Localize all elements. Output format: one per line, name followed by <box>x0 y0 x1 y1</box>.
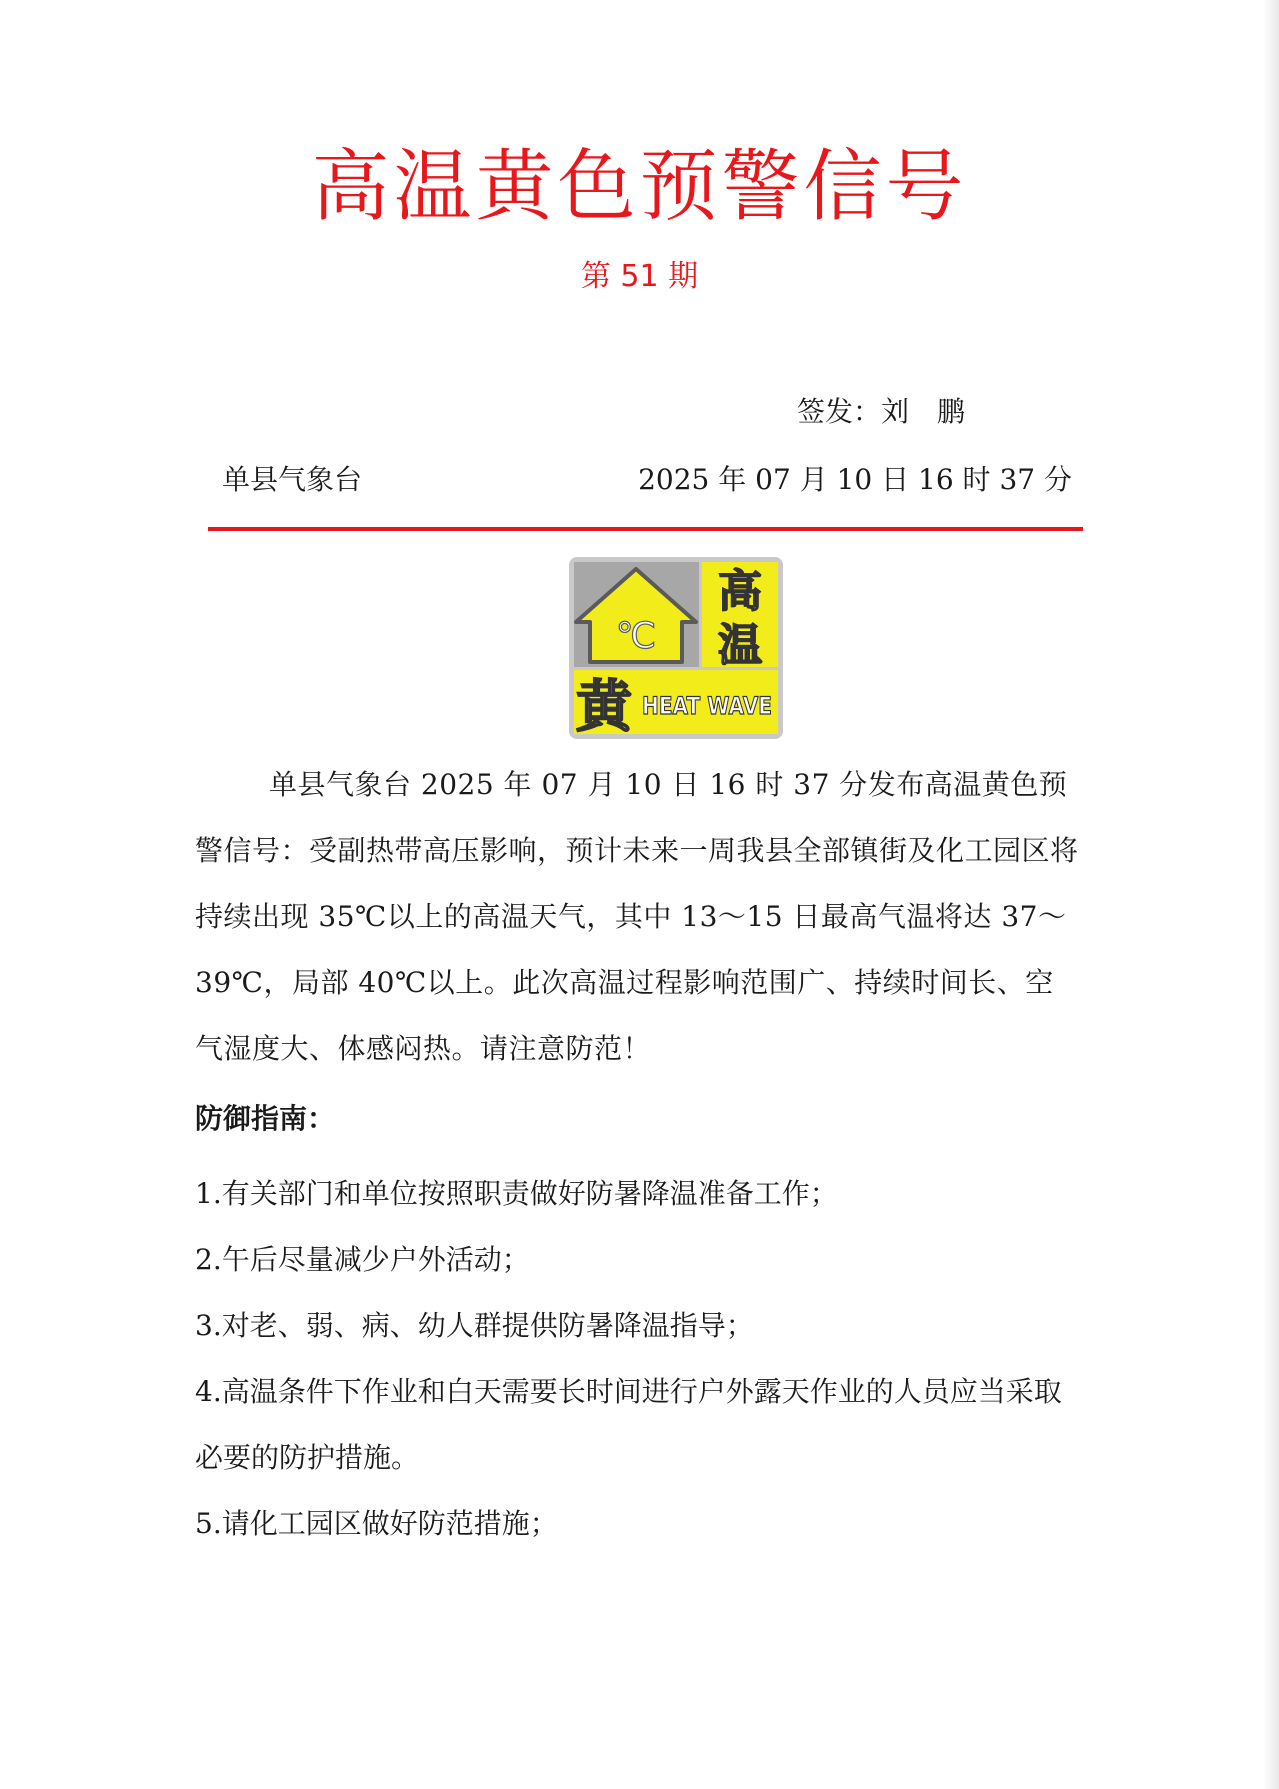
heat-wave-yellow-signal-icon <box>568 556 784 740</box>
signer-line: 签发：刘 鹏 <box>797 395 966 428</box>
guide-item: 2.午后尽量减少户外活动； <box>195 1243 530 1276</box>
glyph-gao: 高 <box>718 566 762 617</box>
red-divider <box>208 527 1083 531</box>
defense-guide-list <box>195 1161 1075 1557</box>
heat-wave-caption: HEAT WAVE <box>642 692 772 720</box>
guide-item: 4.高温条件下作业和白天需要长时间进行户外露天作业的人员应当采取必要的防护措施。 <box>195 1375 1062 1474</box>
issue-number: 第 51 期 <box>580 259 699 294</box>
warning-body-paragraph: 单县气象台 2025 年 07 月 10 日 16 时 37 分发布高温黄色预警信号：受副热带高压影响，预计未来一周我县全部镇街及化工园区将持续出现 35℃以上的高温天气，其中 13～15 日最高气温将达 37～39℃，局部 40℃以上。此次高温过程影响范围广、持续时间长、空气湿度大、体感闷热。请注意防范！ <box>195 768 1079 1065</box>
document-title: 高温黄色预警信号 <box>311 142 968 232</box>
issuing-office: 单县气象台 <box>222 463 363 496</box>
glyph-huang: 黄 <box>576 675 632 740</box>
guide-item: 3.对老、弱、病、幼人群提供防暑降温指导； <box>195 1309 754 1342</box>
guide-item: 1.有关部门和单位按照职责做好防暑降温准备工作； <box>195 1177 838 1210</box>
guide-item: 5.请化工园区做好防范措施； <box>195 1507 558 1540</box>
glyph-wen: 温 <box>718 620 762 671</box>
issue-datetime: 2025 年 07 月 10 日 16 时 37 分 <box>638 463 1072 496</box>
defense-guide-title: 防御指南： <box>195 1102 336 1135</box>
celsius-glyph: ℃ <box>615 616 657 657</box>
